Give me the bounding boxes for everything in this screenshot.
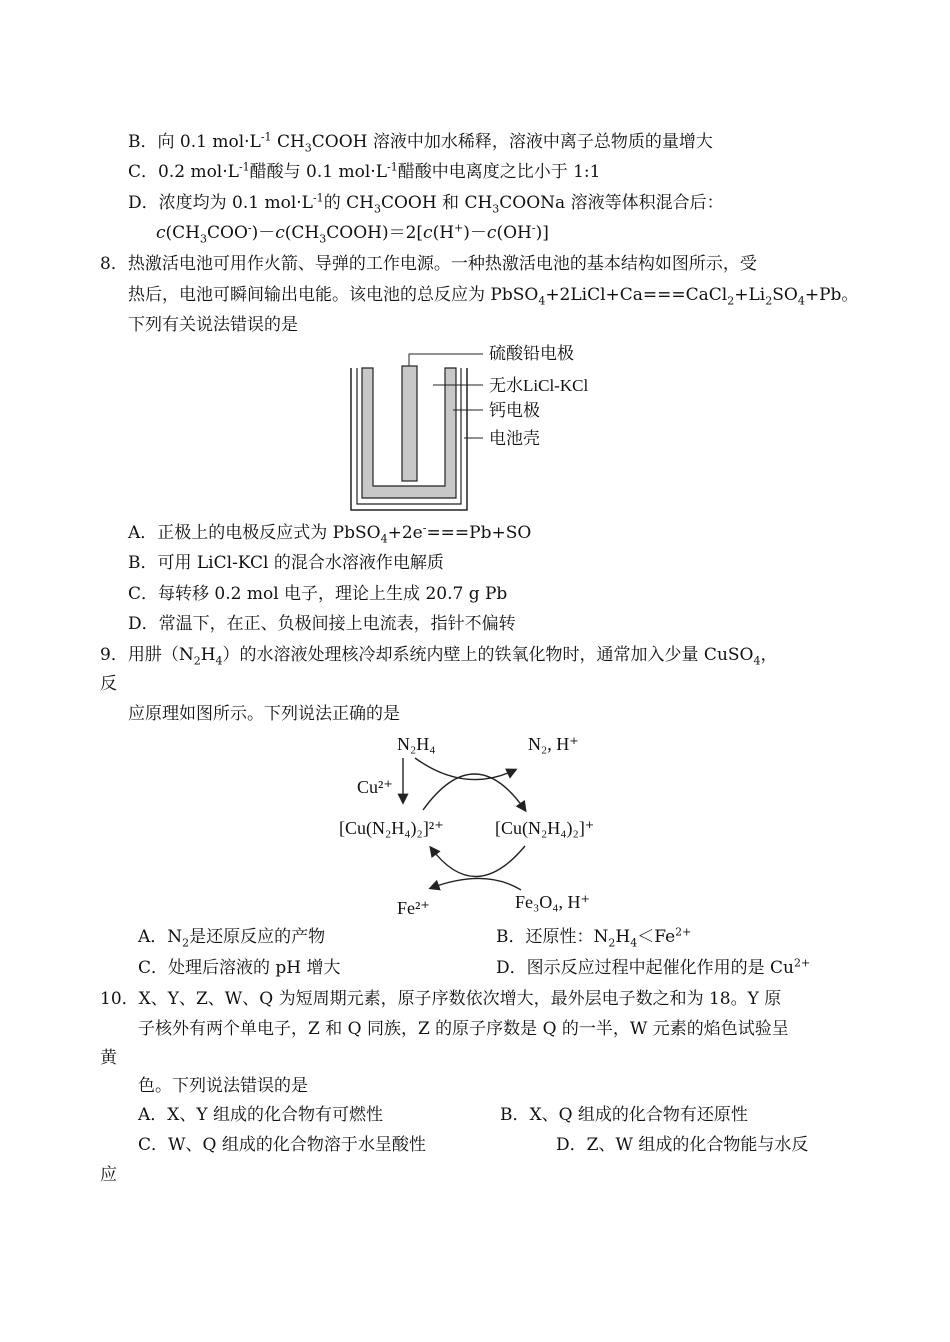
q10-option-d: D．Z、W 组成的化合物能与水反 [556, 1135, 809, 1155]
q10-stem-line2: 子核外有两个单电子，Z 和 Q 同族，Z 的原子序数是 Q 的一半，W 元素的焰色试验呈 [138, 1019, 789, 1039]
label-battery-shell: 电池壳 [489, 429, 540, 448]
q9-option-a: A．$N_2$是还原反应的产物 [138, 927, 326, 950]
q9-option-c: C．处理后溶液的 pH 增大 [138, 958, 341, 978]
label-complex-left: [Cu(N₂H₄)₂]²⁺ [339, 818, 444, 838]
q10-stem-line1: 10．X、Y、Z、W、Q 为短周期元素，原子序数依次增大，最外层电子数之和为 18。Y 原 [100, 989, 782, 1009]
label-fe2: Fe²⁺ [397, 898, 430, 918]
lead-sulfate-electrode [402, 366, 417, 481]
reaction-cycle-diagram [335, 728, 625, 923]
battery-diagram [345, 340, 620, 515]
q10-option-d-cont: 应 [100, 1165, 117, 1185]
label-fe3o4: Fe₃O₄, H⁺ [515, 892, 591, 912]
arrow-lower-to-cu2plus [431, 846, 525, 877]
q8-option-c: C．每转移 0.2 mol 电子，理论上生成 20.7 g Pb [128, 584, 508, 604]
label-calcium-electrode: 钙电极 [489, 401, 540, 420]
arrow-upper-to-n2 [415, 758, 515, 780]
q9-stem-line1b: 反 [100, 674, 117, 694]
q9-option-d: D．图示反应过程中起催化作用的是 $Cu^{2+}$ [496, 956, 811, 978]
q7-option-c: C．0.2 $mol\cdot L^{-1}$醋酸与 0.1 $mol\cdot L^{-1}$醋酸中电离度之比小于 1:1 [128, 160, 601, 182]
q7-option-d-equation: $c(CH_3COO^-)-c(CH_3COOH)=2[c(H^+)-c(OH^-)]$ [156, 221, 549, 246]
q8-stem-line2: 热后，电池可瞬间输出电能。该电池的总反应为 $PbSO_4+2LiCl+Ca===CaCl_2+Li_2SO_4+Pb$。 [128, 285, 859, 308]
q7-option-d: D．浓度均为 0.1 $mol\cdot L^{-1}$的 $CH_3COOH$ 和 $CH_3COONa$ 溶液等体积混合后： [128, 191, 724, 216]
label-cu2: Cu²⁺ [357, 777, 393, 797]
label-n2-h: N₂, H⁺ [528, 734, 579, 754]
q10-option-c: C．W、Q 组成的化合物溶于水呈酸性 [138, 1135, 426, 1155]
label-n2h4: N₂H₄ [397, 734, 436, 754]
q10-stem-line3: 色。下列说法错误的是 [138, 1076, 308, 1096]
q8-stem-line1: 8．热激活电池可用作火箭、导弹的工作电源。一种热激活电池的基本结构如图所示，受 [100, 254, 757, 274]
q8-stem-line3: 下列有关说法错误的是 [128, 315, 298, 335]
q10-option-b: B．X、Q 组成的化合物有还原性 [500, 1105, 748, 1125]
q8-option-d: D．常温下，在正、负极间接上电流表，指针不偏转 [128, 614, 516, 634]
q8-option-b: B．可用 LiCl-KCl 的混合水溶液作电解质 [128, 553, 444, 573]
q7-option-b: B．向 0.1 $mol\cdot L^{-1}$ $CH_3COOH$ 溶液中加水稀释，溶液中离子总物质的量增大 [128, 130, 713, 155]
q9-stem-line2: 应原理如图所示。下列说法正确的是 [128, 704, 400, 724]
q10-option-a: A．X、Y 组成的化合物有可燃性 [138, 1105, 384, 1125]
arrow-lower-to-fe2 [431, 878, 521, 890]
q9-option-b: B．还原性：$N_2H_4<Fe^{2+}$ [496, 925, 692, 950]
label-lead-sulfate-electrode: 硫酸铅电极 [489, 344, 574, 363]
label-complex-right: [Cu(N₂H₄)₂]⁺ [495, 818, 595, 838]
q8-option-a: A．正极上的电极反应式为 PbSO$_4$+2e-===Pb+SO [128, 521, 532, 546]
label-electrolyte: 无水LiCl-KCl [489, 376, 589, 395]
q10-stem-line2b: 黄 [100, 1048, 117, 1068]
q9-stem-line1: 9．用肼$(N_2H_4)$的水溶液处理核冷却系统内壁上的铁氧化物时，通常加入少量 CuSO$_4$， [100, 645, 778, 668]
